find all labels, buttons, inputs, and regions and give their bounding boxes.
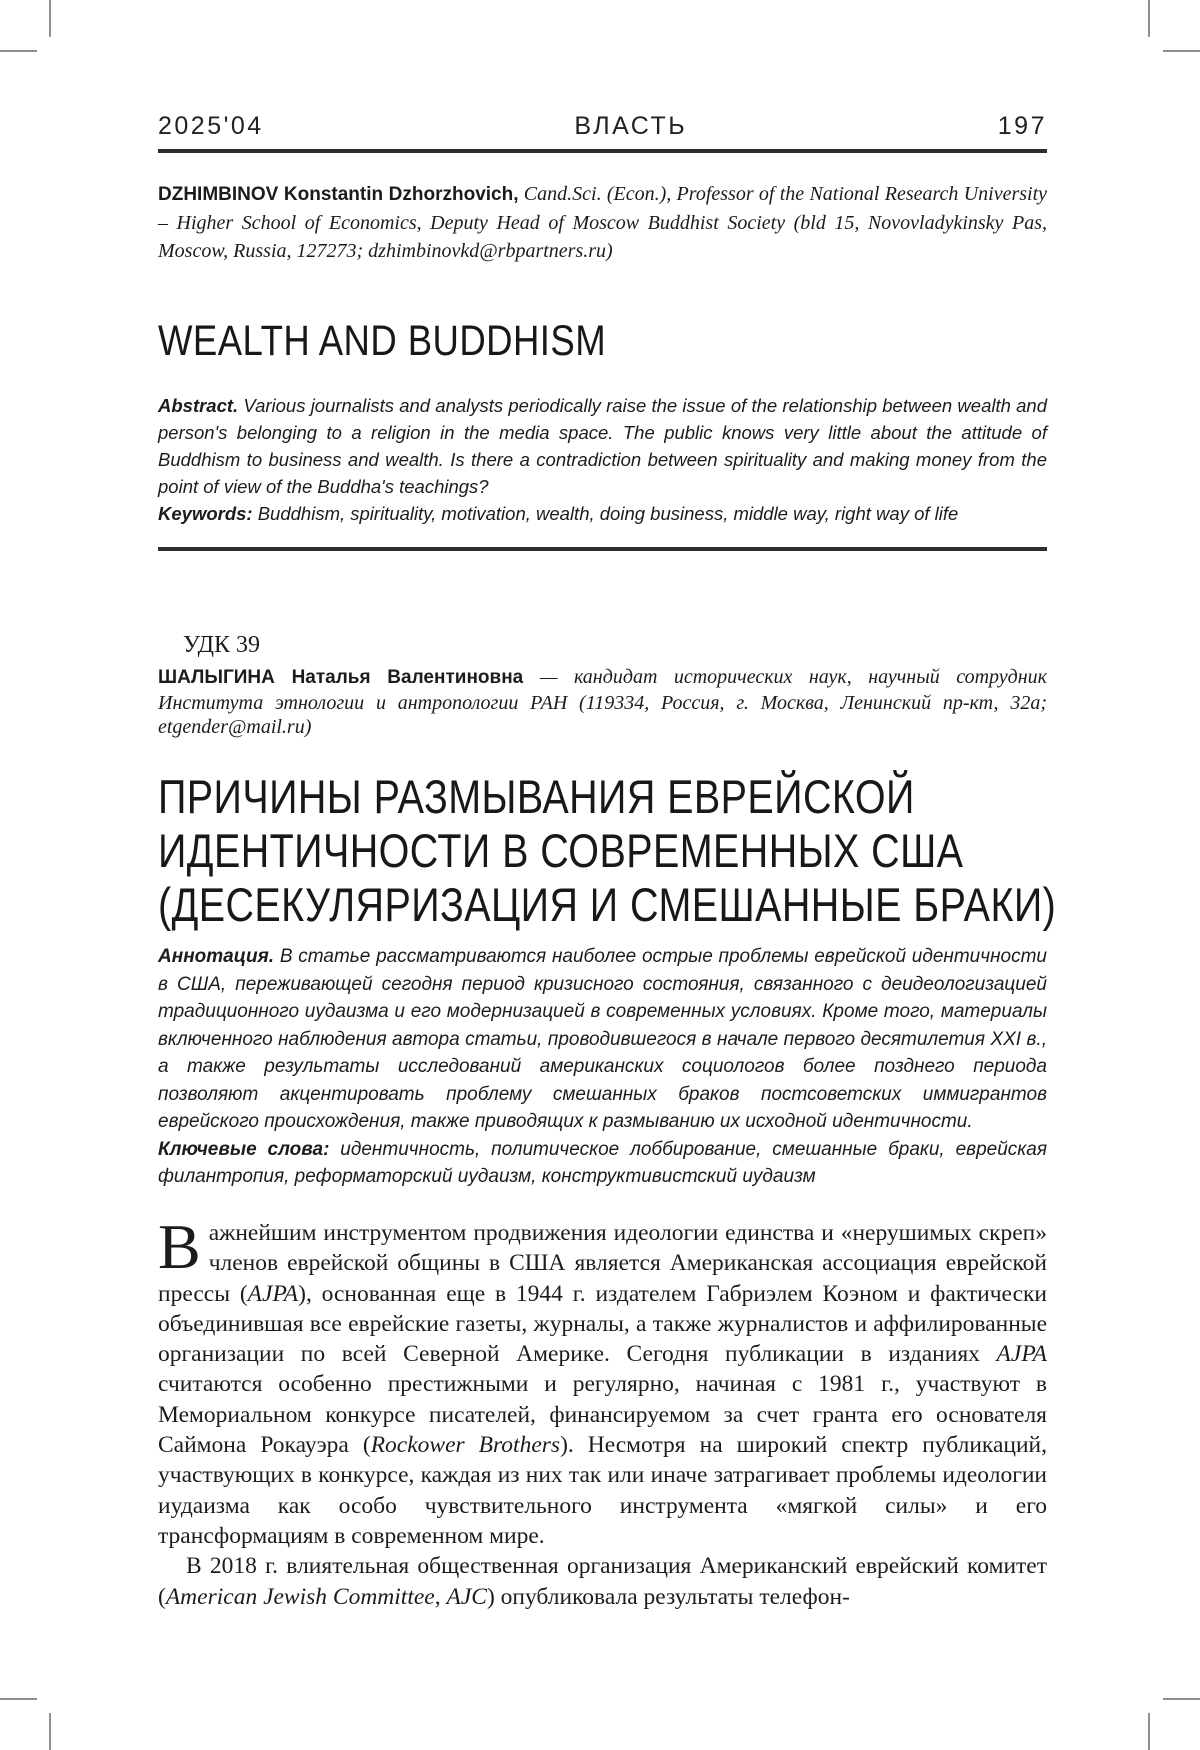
annotation-text: В статье рассматриваются наиболее острые проблемы еврейской идентичности в США, переживающей сегодня период кризисного состояния, связанного с деидеологизацией традиционного иудаизма и его модернизацией в современных условиях. Кроме того, материалы включенного наблюдения автора статьи, проводившегося в начале первого десятилетия XXI в., а также результаты исследований американских социологов более позднего периода позволяют акцентировать проблему смешанных браков постсоветских иммигрантов еврейского происхождения, также приводящих к размыванию их исходной идентичности. bbox=[158, 946, 1047, 1132]
abstract-label: Abstract. bbox=[158, 395, 239, 416]
en-keywords-label: Keywords: bbox=[158, 503, 253, 524]
inline-italic-text: AJC bbox=[446, 1583, 487, 1610]
ru-author-name: ШАЛЫГИНА Наталья Валентиновна bbox=[158, 667, 524, 688]
inline-italic-text: AJPA bbox=[247, 1280, 299, 1307]
crop-mark-bottom-left-v bbox=[49, 1713, 51, 1750]
ru-keywords-paragraph bbox=[158, 1136, 1047, 1191]
article-title-ru bbox=[158, 770, 1056, 932]
en-abstract-block bbox=[158, 392, 1047, 527]
ru-author-block bbox=[158, 665, 1047, 740]
crop-mark-bottom-right-v bbox=[1148, 1713, 1150, 1750]
abstract-paragraph bbox=[158, 392, 1047, 500]
inline-text: ) опубликовала результаты телефон- bbox=[486, 1583, 850, 1610]
crop-mark-bottom-right-h bbox=[1163, 1698, 1200, 1700]
drop-cap: В bbox=[158, 1211, 201, 1282]
en-keywords-paragraph bbox=[158, 500, 1047, 527]
title-line: ПРИЧИНЫ РАЗМЫВАНИЯ ЕВРЕЙСКОЙ bbox=[158, 770, 915, 823]
en-author-block bbox=[158, 180, 1047, 265]
inline-text: , bbox=[434, 1583, 447, 1610]
ru-keywords-label: Ключевые слова: bbox=[158, 1138, 330, 1160]
article-title-en: WEALTH AND BUDDHISM bbox=[158, 317, 607, 365]
body-text bbox=[158, 1211, 1048, 1612]
inline-text: считаются особенно престижными и регулярно, начиная с 1981 г., участвуют в Мемориальном конкурсе писателей, финансируемом за счет гранта его основателя Саймона Рокауэра ( bbox=[158, 1371, 1047, 1459]
en-author-credentials: Cand.Sci. (Econ.), Professor of the National Research University – Higher School of Economics, Deputy Head of Moscow Buddhist Society (bld 15, Novovladykinsky Pas, Moscow, Russia, 127273; dzhimbinovkd@rbpartners.ru) bbox=[158, 183, 1048, 262]
ru-author-credentials: — кандидат исторических наук, научный сотрудник Института этнологии и антропологии РАН (119334, Россия, г. Москва, Ленинский пр-кт, 32а; etgender@mail.ru) bbox=[158, 666, 1047, 738]
abstract-text: Various journalists and analysts periodically raise the issue of the relationship between wealth and person's belonging to a religion in the media space. The public knows very little about the attitude of Buddhism to business and wealth. Is there a contradiction between spirituality and making money from the point of view of the Buddha's teachings? bbox=[158, 395, 1047, 497]
inline-text: ажнейшим инструментом продвижения идеологии единства и «нерушимых скреп» членов еврейской общины в США является Американская ассоциация еврейской прессы ( bbox=[158, 1220, 1047, 1307]
header-rule bbox=[158, 149, 1047, 153]
inline-text: В 2018 г. влиятельная общественная организация Американский еврейский комитет ( bbox=[158, 1553, 1047, 1610]
section-divider bbox=[158, 547, 1047, 551]
crop-mark-top-left-v bbox=[49, 0, 51, 37]
udk-code: УДК 39 bbox=[183, 632, 260, 658]
header-journal-title: ВЛАСТЬ bbox=[574, 112, 688, 140]
crop-mark-top-right-v bbox=[1148, 0, 1150, 37]
en-author-name: DZHIMBINOV Konstantin Dzhorzhovich, bbox=[158, 184, 519, 205]
annotation-paragraph bbox=[158, 943, 1047, 1136]
crop-mark-top-left-h bbox=[0, 50, 37, 52]
inline-text: ), основанная еще в 1944 г. издателем Габриэлем Коэном и фактически объединившая все еврейские газеты, журналы, а также журналистов и аффилированные организации по всей Северной Америке. Сегодня публикации в изданиях bbox=[158, 1280, 1047, 1368]
inline-italic-text: AJPA bbox=[996, 1341, 1047, 1368]
ru-keywords-text: идентичность, политическое лоббирование, смешанные браки, еврейская филантропия, реформаторский иудаизм, конструктивистский иудаизм bbox=[158, 1138, 1047, 1187]
en-keywords-text: Buddhism, spirituality, motivation, wealth, doing business, middle way, right way of life bbox=[252, 503, 959, 524]
header-page-number: 197 bbox=[997, 112, 1047, 140]
title-line: (ДЕСЕКУЛЯРИЗАЦИЯ И СМЕШАННЫЕ БРАКИ) bbox=[158, 878, 1057, 931]
crop-mark-bottom-left-h bbox=[0, 1698, 37, 1700]
inline-italic-text: American Jewish Committee bbox=[165, 1583, 435, 1610]
ru-annotation-block bbox=[158, 943, 1047, 1191]
header-issue: 2025'04 bbox=[158, 112, 264, 140]
inline-italic-text: Rockower Brothers bbox=[370, 1432, 561, 1459]
crop-mark-top-right-h bbox=[1163, 50, 1200, 52]
running-head bbox=[158, 112, 1047, 141]
paragraph bbox=[158, 1211, 1048, 1551]
paragraph bbox=[158, 1551, 1047, 1612]
annotation-label: Аннотация. bbox=[158, 946, 275, 967]
title-line: ИДЕНТИЧНОСТИ В СОВРЕМЕННЫХ США bbox=[158, 824, 964, 877]
inline-text: ). Несмотря на широкий спектр публикаций, участвующих в конкурсе, каждая из них так или иначе затрагивает проблемы идеологии иудаизма как особо чувствительного инструмента «мягкой силы» и его трансформациям в современном мире. bbox=[158, 1432, 1048, 1549]
